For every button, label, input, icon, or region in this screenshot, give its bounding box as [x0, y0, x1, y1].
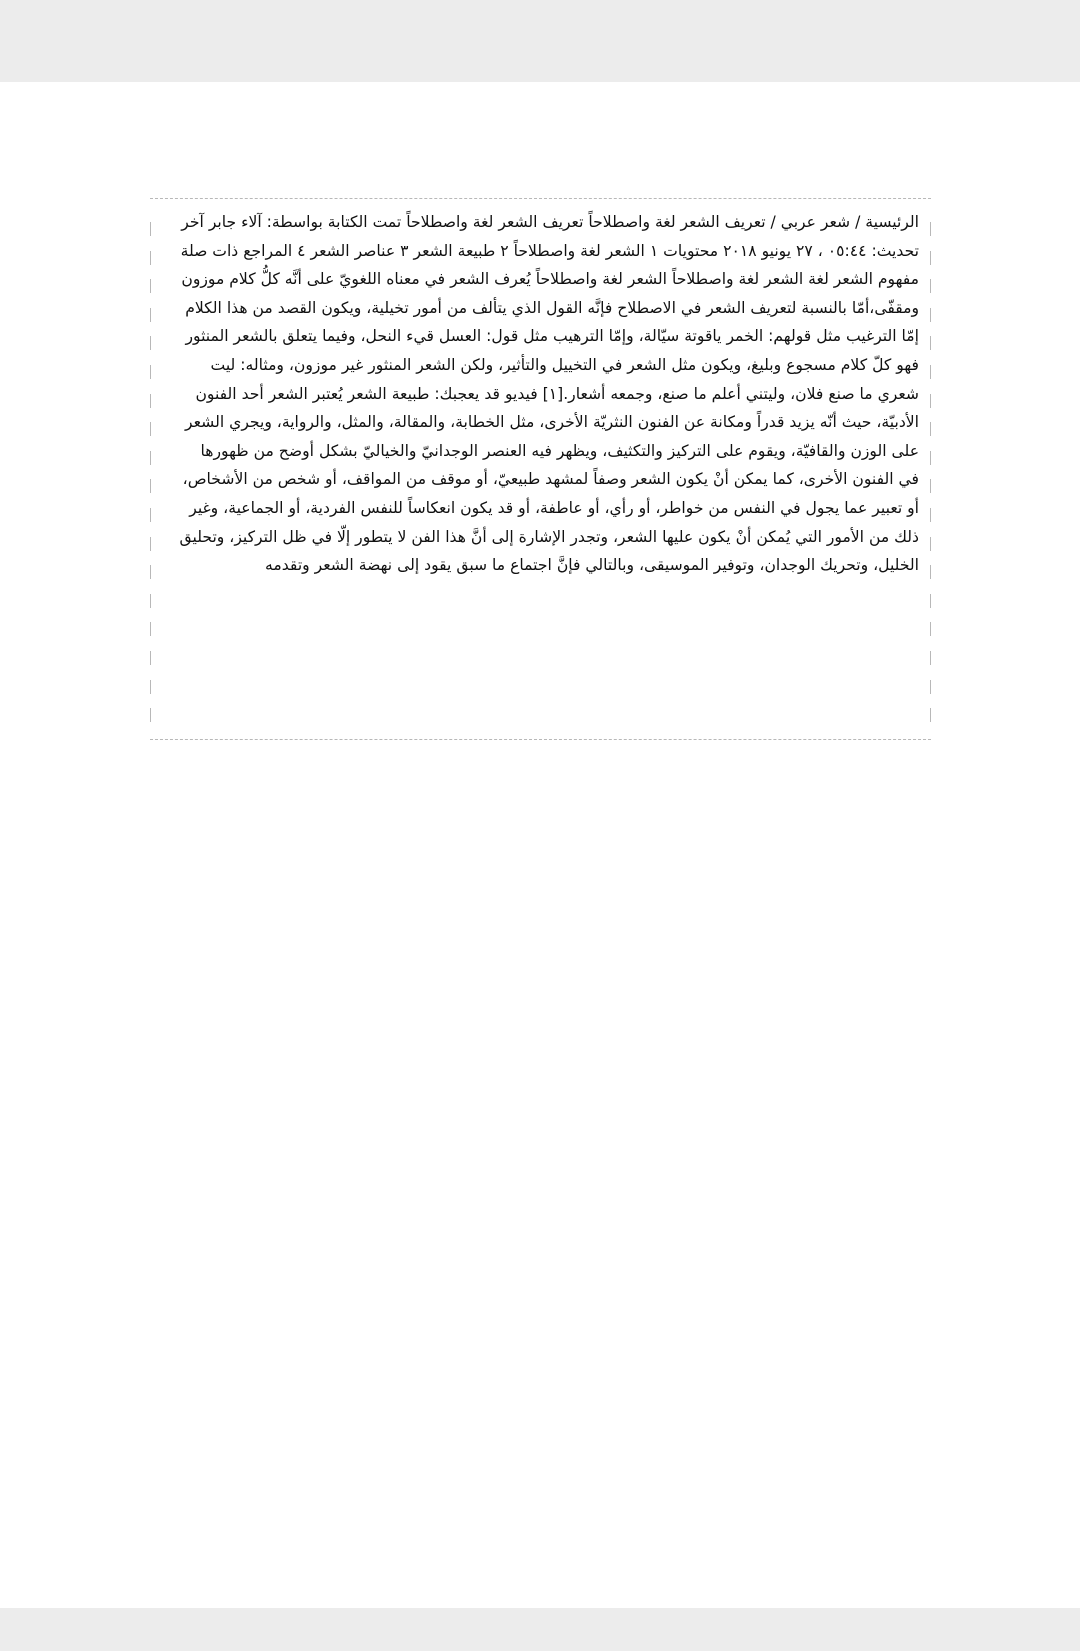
frame-tick	[930, 565, 931, 579]
frame-tick	[150, 365, 151, 379]
frame-tick	[150, 279, 151, 293]
frame-tick	[930, 594, 931, 608]
article-text	[176, 208, 919, 580]
frame-tick	[930, 451, 931, 465]
frame-tick	[150, 651, 151, 665]
frame-tick	[150, 251, 151, 265]
frame-tick	[150, 594, 151, 608]
frame-tick	[930, 708, 931, 722]
article-body: يُعرف الشعر في معناه اللغويّ على أنَّه كلُّ كلام موزون ومقفّى،أمّا بالنسبة لتعريف الشعر في الاصطلاح فإنَّه القول الذي يتألف من أمور تخيلية، ويكون القصد من هذا الكلام إمّا الترغيب مثل قولهم: الخمر ياقوتة سيّالة، وإمّا الترهيب مثل قول: العسل قيء النحل، وفيما يتعلق بالشعر المنثور فهو كلّ كلام مسجوع وبليغ، ويكون مثل الشعر في التخييل والتأثير، ولكن الشعر المنثور غير موزون، ومثاله: ليت شعري ما صنع فلان، وليتني أعلم ما صنع، وجمعه أشعار.[١] فيديو قد يعجبك: طبيعة الشعر يُعتبر الشعر أحد الفنون الأدبيّة، حيث أنّه يزيد قدراً ومكانة عن الفنون النثريّة الأخرى، مثل الخطابة، والمقالة، والمثل، والرواية، ويجري الشعر على الوزن والقافيّة، ويقوم على التركيز والتكثيف، ويظهر فيه العنصر الوجدانيّ والخياليّ بشكل أوضح من ظهورها في الفنون الأخرى، كما يمكن أنْ يكون الشعر وصفاً لمشهد طبيعيّ، أو موقف من المواقف، أو شخص من الأشخاص، أو تعبير عما يجول في النفس من خواطر، أو رأي، أو عاطفة، أو قد يكون انعكاساً للنفس الفردية، أو الجماعية، وغير ذلك من الأمور التي يُمكن أنْ يكون عليها الشعر، وتجدر الإشارة إلى أنَّ هذا الفن لا يتطور إلّا في ظل التركيز، وتحليق الخليل، وتحريك الوجدان، وتوفير الموسيقى، وبالتالي فإنَّ اجتماع ما سبق يقود إلى نهضة الشعر وتقدمه	[179, 270, 919, 575]
frame-tick	[150, 308, 151, 322]
frame-tick	[150, 422, 151, 436]
frame-tick	[930, 251, 931, 265]
frame-tick	[930, 622, 931, 636]
article-title: تعريف الشعر لغة واصطلاحاً	[406, 213, 584, 231]
frame-tick	[930, 537, 931, 551]
frame-tick	[150, 222, 151, 236]
frame-tick	[930, 394, 931, 408]
frame-tick	[150, 394, 151, 408]
document-page	[0, 82, 1080, 1608]
frame-tick	[930, 508, 931, 522]
frame-right-ticks	[930, 198, 931, 740]
frame-bottom-border	[150, 739, 931, 740]
text-frame	[150, 198, 931, 740]
frame-tick	[930, 680, 931, 694]
frame-tick	[150, 537, 151, 551]
frame-tick	[150, 565, 151, 579]
frame-tick	[930, 222, 931, 236]
last-updated: آخر تحديث: ٠٥:٤٤ ، ٢٧ يونيو ٢٠١٨	[181, 213, 919, 260]
frame-tick	[150, 479, 151, 493]
breadcrumb: الرئيسية / شعر عربي / تعريف الشعر لغة واصطلاحاً	[588, 213, 919, 231]
frame-tick	[930, 308, 931, 322]
frame-tick	[930, 336, 931, 350]
frame-tick	[930, 365, 931, 379]
frame-tick	[150, 622, 151, 636]
author-byline: تمت الكتابة بواسطة: آلاء جابر	[208, 213, 402, 231]
frame-tick	[930, 651, 931, 665]
frame-tick	[930, 479, 931, 493]
table-of-contents: محتويات ١ الشعر لغة واصطلاحاً ٢ طبيعة الشعر ٣ عناصر الشعر ٤ المراجع ذات صلة مفهوم الشعر لغة الشعر لغة واصطلاحاً الشعر لغة واصطلاحاً	[180, 241, 919, 289]
frame-tick	[930, 422, 931, 436]
frame-tick	[150, 451, 151, 465]
frame-tick	[150, 680, 151, 694]
frame-left-ticks	[150, 198, 151, 740]
frame-tick	[150, 336, 151, 350]
frame-tick	[150, 508, 151, 522]
frame-tick	[930, 279, 931, 293]
frame-top-border	[150, 198, 931, 199]
frame-tick	[150, 708, 151, 722]
